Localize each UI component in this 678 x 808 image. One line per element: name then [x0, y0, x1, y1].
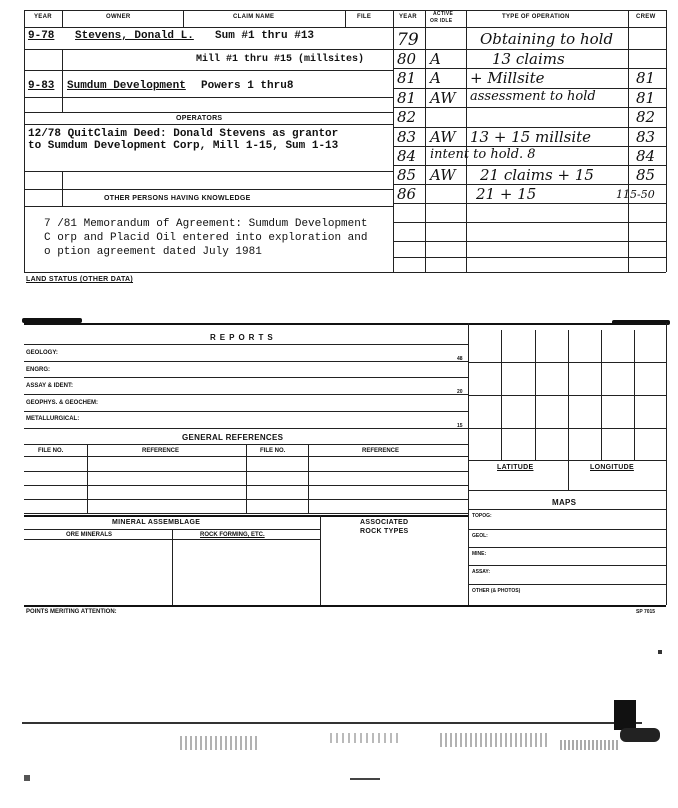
header-or-idle: OR IDLE: [430, 18, 453, 24]
owner-row-3-owner: Sumdum Development: [67, 80, 186, 92]
report-assay-num: 20: [457, 389, 463, 395]
land-status-label: LAND STATUS (OTHER DATA): [26, 276, 134, 283]
owner-row-3-claim: Powers 1 thru8: [201, 80, 294, 92]
owner-row-1-year: 9-78: [28, 30, 55, 42]
general-ref-col-file-no: FILE NO.: [38, 448, 64, 454]
operation-type: 21 + 15: [476, 185, 537, 203]
general-ref-col-reference-2: REFERENCE: [362, 448, 400, 454]
report-engrg-label: ENGRG:: [26, 367, 50, 373]
ore-minerals-label: ORE MINERALS: [66, 532, 113, 538]
operation-type: Obtaining to hold: [480, 30, 614, 48]
rock-types-label: ROCK TYPES: [360, 528, 409, 535]
form-code: SP 7015: [636, 609, 656, 615]
associated-label: ASSOCIATED: [360, 519, 409, 526]
general-ref-col-reference: REFERENCE: [142, 448, 180, 454]
operation-year: 81: [397, 69, 417, 87]
rock-forming-label: ROCK FORMING, ETC.: [200, 532, 265, 538]
operation-type: intent to hold. 8: [430, 147, 536, 162]
operation-crew: 81: [636, 89, 656, 107]
header-active: ACTIVE: [433, 11, 454, 17]
operation-active: A: [430, 69, 441, 87]
operation-active: A: [430, 50, 441, 68]
operation-type: 13 claims: [492, 50, 565, 68]
report-assay-label: ASSAY & IDENT:: [26, 383, 74, 389]
operation-year: 83: [397, 128, 417, 146]
latitude-label: LATITUDE: [497, 464, 534, 471]
report-geology-num: 48: [457, 356, 463, 362]
map-mine-label: MINE:: [472, 551, 487, 557]
header-claim-name: CLAIM NAME: [233, 14, 275, 20]
owner-row-1-claim: Sum #1 thru #13: [215, 30, 315, 42]
other-persons-heading: OTHER PERSONS HAVING KNOWLEDGE: [104, 195, 251, 202]
operators-line-1: 12/78 QuitClaim Deed: Donald Stevens as grantor: [28, 128, 339, 140]
map-assay-label: ASSAY:: [472, 569, 491, 575]
header-year: YEAR: [34, 14, 52, 20]
other-persons-line-2: C orp and Placid Oil entered into exploration and: [44, 232, 368, 244]
operation-crew: 115-50: [616, 188, 655, 201]
operation-active: AW: [430, 166, 456, 184]
operation-type: 21 claims + 15: [480, 166, 594, 184]
operation-year: 85: [397, 166, 417, 184]
operation-active: AW: [430, 128, 456, 146]
general-references-heading: GENERAL REFERENCES: [182, 433, 284, 442]
other-persons-line-1: 7 /81 Memorandum of Agreement: Sumdum Development: [44, 218, 368, 230]
report-metallurgical-label: METALLURGICAL:: [26, 416, 80, 422]
operation-crew: 83: [636, 128, 656, 146]
mineral-assemblage-heading: MINERAL ASSEMBLAGE: [112, 519, 201, 526]
operation-active: AW: [430, 89, 456, 107]
other-persons-line-3: o ption agreement dated July 1981: [44, 246, 262, 258]
header-year-2: YEAR: [399, 14, 417, 20]
map-other-label: OTHER (& PHOTOS): [472, 588, 521, 594]
map-geol-label: GEOL:: [472, 533, 488, 539]
owner-row-2-claim: Mill #1 thru #15 (millsites): [196, 54, 365, 65]
operation-crew: 84: [636, 147, 656, 165]
operation-year: 84: [397, 147, 417, 165]
header-file: FILE: [357, 14, 372, 20]
report-geology-label: GEOLOGY:: [26, 350, 58, 356]
operation-crew: 82: [636, 108, 656, 126]
maps-heading: MAPS: [552, 498, 577, 507]
points-meriting-attention-label: POINTS MERITING ATTENTION:: [26, 609, 117, 615]
operators-line-2: to Sumdum Development Corp, Mill 1-15, Sum 1-13: [28, 140, 339, 152]
report-metallurgical-num: 15: [457, 423, 463, 429]
operation-year: 86: [397, 185, 417, 203]
operation-year: 79: [397, 30, 419, 50]
operation-year: 81: [397, 89, 417, 107]
operation-type: + Millsite: [470, 69, 545, 87]
operation-year: 82: [397, 108, 417, 126]
operators-heading: OPERATORS: [176, 115, 223, 122]
map-topog-label: TOPOG:: [472, 513, 492, 519]
reports-heading: REPORTS: [210, 333, 277, 342]
operation-crew: 85: [636, 166, 656, 184]
header-crew: CREW: [636, 14, 656, 20]
general-ref-col-file-no-2: FILE NO.: [260, 448, 286, 454]
report-geophys-label: GEOPHYS. & GEOCHEM:: [26, 400, 99, 406]
header-type-of-operation: TYPE OF OPERATION: [502, 14, 570, 20]
owner-row-1-owner: Stevens, Donald L.: [75, 30, 194, 42]
header-owner: OWNER: [106, 14, 131, 20]
operation-year: 80: [397, 50, 417, 68]
operation-crew: 81: [636, 69, 656, 87]
operation-type: 13 + 15 millsite: [470, 128, 592, 146]
operation-type: assessment to hold: [470, 89, 596, 104]
owner-row-3-year: 9-83: [28, 80, 55, 92]
longitude-label: LONGITUDE: [590, 464, 634, 471]
